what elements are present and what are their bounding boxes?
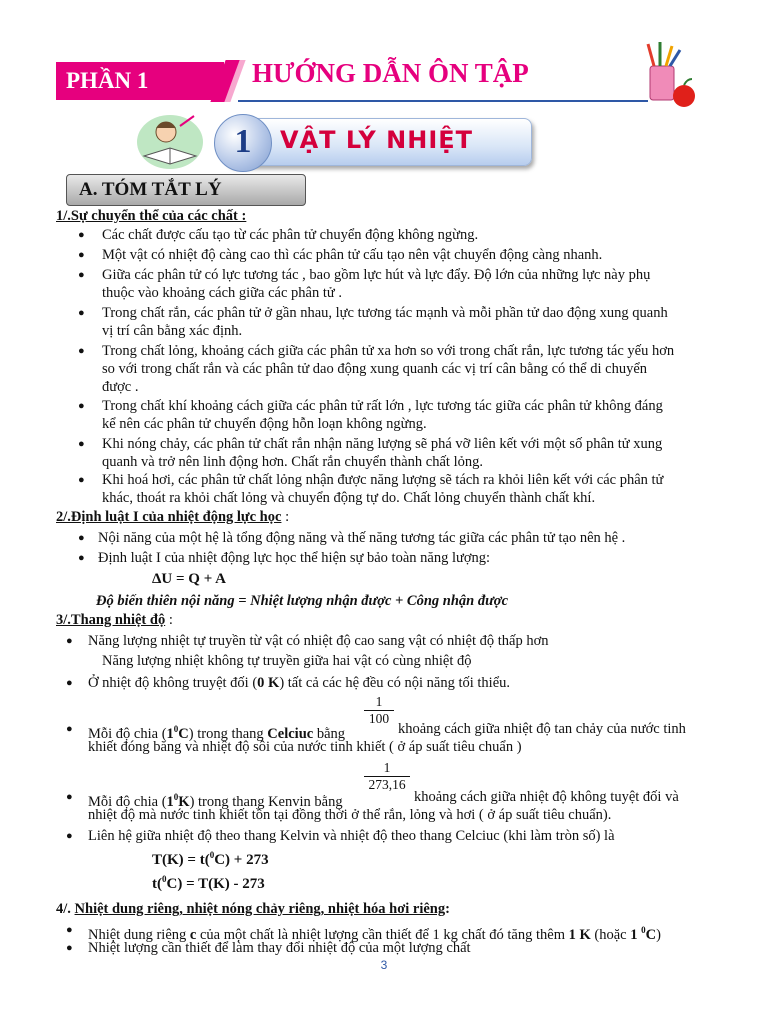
page-number: 3 [380, 958, 388, 972]
s4-item-1-celsius [630, 927, 656, 943]
section-3-heading-colon: : [165, 612, 173, 628]
bullet-icon: ● [78, 474, 85, 486]
s1-item-1: Các chất được cấu tạo từ các phân tử chuyển động không ngừng. [102, 227, 479, 243]
s1-item-5-line-3: được . [102, 379, 139, 395]
s1-item-4-line-1: Trong chất rắn, các phân tử ở gần nhau, lực tương tác mạnh và mỗi phần tử dao động xung quanh [102, 305, 668, 321]
formula-part: C) = T(K) - 273 [166, 876, 265, 892]
unit-num: 1 [166, 793, 174, 810]
s1-item-4-line-2: vị trí cân bằng xác định. [102, 323, 243, 339]
s3-item-2-pre: Ở nhiệt độ không truyệt đối ( [88, 675, 258, 691]
s2-item-1: Nội năng của một hệ là tổng động năng và thế năng tương tác giữa các phân tử tạo nên hệ . [98, 530, 626, 546]
first-law-formula: ΔU = Q + A [152, 571, 227, 587]
s3-item-2-post: ) tất cả các hệ đều có nội năng tối thiểu. [279, 675, 511, 691]
s3-item-3-pre: Mỗi độ chia ( [88, 725, 167, 742]
s3-item-3-tail: khoảng cách giữa nhiệt độ tan chảy của nước tinh [398, 721, 686, 737]
s3-item-4-line-2: nhiệt độ mà nước tinh khiết tồn tại đồng thời ở thể rắn, lỏng và hơi ( ở áp suất tiêu chuẩn). [88, 807, 612, 823]
bullet-icon: ● [66, 677, 73, 689]
unit-sup: 0 [173, 724, 179, 734]
s4-item-1-or: (hoặc [590, 926, 631, 943]
s1-item-2: Một vật có nhiệt độ càng cao thì các phân tử cấu tạo nên vật chuyển động càng nhanh. [102, 247, 603, 263]
bullet-icon: ● [78, 438, 85, 450]
s1-item-6-line-1: Trong chất khí khoảng cách giữa các phân tử rất lớn , lực tương tác giữa các phân tử không đáng [102, 398, 663, 414]
s2-item-2: Định luật I của nhiệt động lực học thể hiện sự bảo toàn năng lượng: [98, 550, 491, 566]
section-3-heading [56, 611, 173, 629]
fraction-denominator: 100 [364, 710, 394, 727]
formula-part: T(K) = t( [152, 852, 210, 868]
s3-item-1: Năng lượng nhiệt tự truyền từ vật có nhiệt độ cao sang vật có nhiệt độ thấp hơn [88, 633, 549, 649]
bullet-icon: ● [66, 942, 73, 954]
s1-item-8-line-1: Khi hoá hơi, các phân tử chất lỏng nhận được năng lượng sẽ tách ra khỏi liên kết với các phân tử [102, 472, 664, 488]
bullet-icon: ● [66, 723, 73, 735]
unit-sup: 0 [641, 925, 646, 935]
s4-item-1-close: ) [656, 926, 661, 943]
bullet-icon: ● [78, 249, 85, 261]
s4-item-1-symbol: c [189, 926, 197, 943]
bullet-icon: ● [78, 532, 85, 544]
bullet-icon: ● [78, 229, 85, 241]
bullet-icon: ● [66, 924, 73, 936]
formula-part: t( [152, 876, 162, 892]
s4-item-1-pre: Nhiệt dung riêng [88, 926, 190, 943]
section-2-heading-text: 2/.Định luật I của nhiệt động lực học [56, 509, 282, 525]
s1-item-7-line-2: quanh và trở nên linh động hơn. Chất rắn chuyển thành chất lỏng. [102, 454, 483, 470]
unit-letter: C [178, 725, 189, 742]
section-4-heading-text: Nhiệt dung riêng, nhiệt nóng chảy riêng, nhiệt hóa hơi riêng [74, 901, 446, 917]
s3-item-2 [88, 674, 510, 692]
s1-item-3-line-1: Giữa các phân tử có lực tương tác , bao gồm lực hút và lực đẩy. Độ lớn của những lực này phụ [102, 267, 651, 283]
s1-item-5-line-1: Trong chất lỏng, khoảng cách giữa các phân tử xa hơn so với trong chất rắn, lực tương tác yếu hơn [102, 343, 675, 359]
celsius-formula [152, 874, 265, 893]
student-reading-icon [136, 112, 204, 170]
formula-sup: 0 [209, 850, 215, 860]
s3-item-3-mid: ) trong thang [188, 725, 268, 742]
unit-letter: K [178, 793, 190, 810]
bullet-icon: ● [78, 345, 85, 357]
fraction-numerator: 1 [375, 694, 383, 709]
s1-item-6-line-2: kể nên các phân tử chuyển động hỗn loạn không ngừng. [102, 416, 427, 432]
s3-item-4-mid: ) trong thang Kenvin bằng [189, 793, 343, 810]
section-4-heading [56, 900, 450, 918]
s4-item-1-mid: của một chất là nhiệt lượng cần thiết để 1 kg chất đó tăng thêm [196, 926, 569, 943]
bullet-icon: ● [78, 400, 85, 412]
section-4-heading-colon: : [445, 901, 450, 917]
unit-sup: 0 [173, 792, 179, 802]
unit-num: 1 [166, 725, 174, 742]
section-1-heading: 1/.Sự chuyển thể của các chất : [56, 208, 247, 224]
section-3-heading-text: 3/.Thang nhiệt độ [56, 612, 166, 628]
s1-item-5-line-2: so với trong chất rắn và các phân tử dao động xung quanh các vị trí cân bằng có thể di chuyển [102, 361, 648, 377]
bullet-icon: ● [78, 269, 85, 281]
s3-item-3-after: bằng [313, 725, 346, 742]
bullet-icon: ● [78, 307, 85, 319]
unit-letter: C [645, 926, 657, 943]
section-2-heading [56, 508, 289, 526]
formula-sup: 0 [162, 874, 167, 884]
kelvin-formula [152, 850, 269, 869]
stationery-apple-icon [636, 40, 702, 110]
bullet-icon: ● [78, 552, 85, 564]
s3-item-3-bold: Celciuc [267, 725, 314, 742]
part-label: PHẦN 1 [56, 62, 224, 100]
s4-item-2: Nhiệt lượng cần thiết để làm thay đổi nhiệt độ của một lượng chất [88, 940, 471, 956]
s3-item-5: Liên hệ giữa nhiệt độ theo thang Kelvin và nhiệt độ theo thang Celciuc (khi làm tròn số) là [88, 828, 615, 844]
s3-item-4-tail: khoảng cách giữa nhiệt độ không tuyệt đối và [414, 789, 679, 805]
s1-item-8-line-2: khác, thoát ra khỏi chất lỏng và chuyển động tự do. Chất lỏng chuyển thành chất khí. [102, 490, 596, 506]
bullet-icon: ● [66, 791, 73, 803]
s1-item-3-line-2: thuộc vào khoảng cách giữa các phân tử . [102, 285, 342, 301]
main-title: HƯỚNG DẪN ÔN TẬP [252, 58, 529, 88]
s4-item-1-kelvin: 1 K [568, 926, 591, 943]
s1-item-7-line-1: Khi nóng chảy, các phân tử chất rắn nhận năng lượng sẽ phá vỡ liên kết với một số phân tử xung [102, 436, 663, 452]
s3-item-2-bold: 0 K [257, 675, 280, 691]
formula-part: C) + 273 [214, 852, 269, 868]
section-4-prefix: 4/. [56, 901, 75, 917]
bullet-icon: ● [66, 830, 73, 842]
fraction-kelvin [364, 760, 410, 793]
fraction-denominator: 273,16 [364, 776, 410, 793]
fraction-numerator: 1 [383, 760, 391, 775]
bullet-icon: ● [66, 635, 73, 647]
s3-item-4-pre: Mỗi độ chia ( [88, 793, 167, 810]
chapter-title: VẬT LÝ NHIỆT [280, 126, 474, 154]
section-2-heading-colon: : [281, 509, 290, 525]
fraction-one-hundredth [364, 694, 394, 727]
first-law-description: Độ biến thiên nội năng = Nhiệt lượng nhận được + Công nhận được [96, 593, 509, 609]
section-a-title: A. TÓM TẮT LÝ [66, 174, 306, 206]
s3-item-3-line-2: khiết đóng băng và nhiệt độ sôi của nước tinh khiết ( ở áp suất tiêu chuẩn ) [88, 739, 522, 755]
unit-num: 1 [630, 926, 642, 943]
s3-item-1-note: Năng lượng nhiệt không tự truyền giữa hai vật có cùng nhiệt độ [102, 653, 472, 669]
title-underline [238, 100, 648, 102]
chapter-number: 1 [214, 114, 272, 172]
